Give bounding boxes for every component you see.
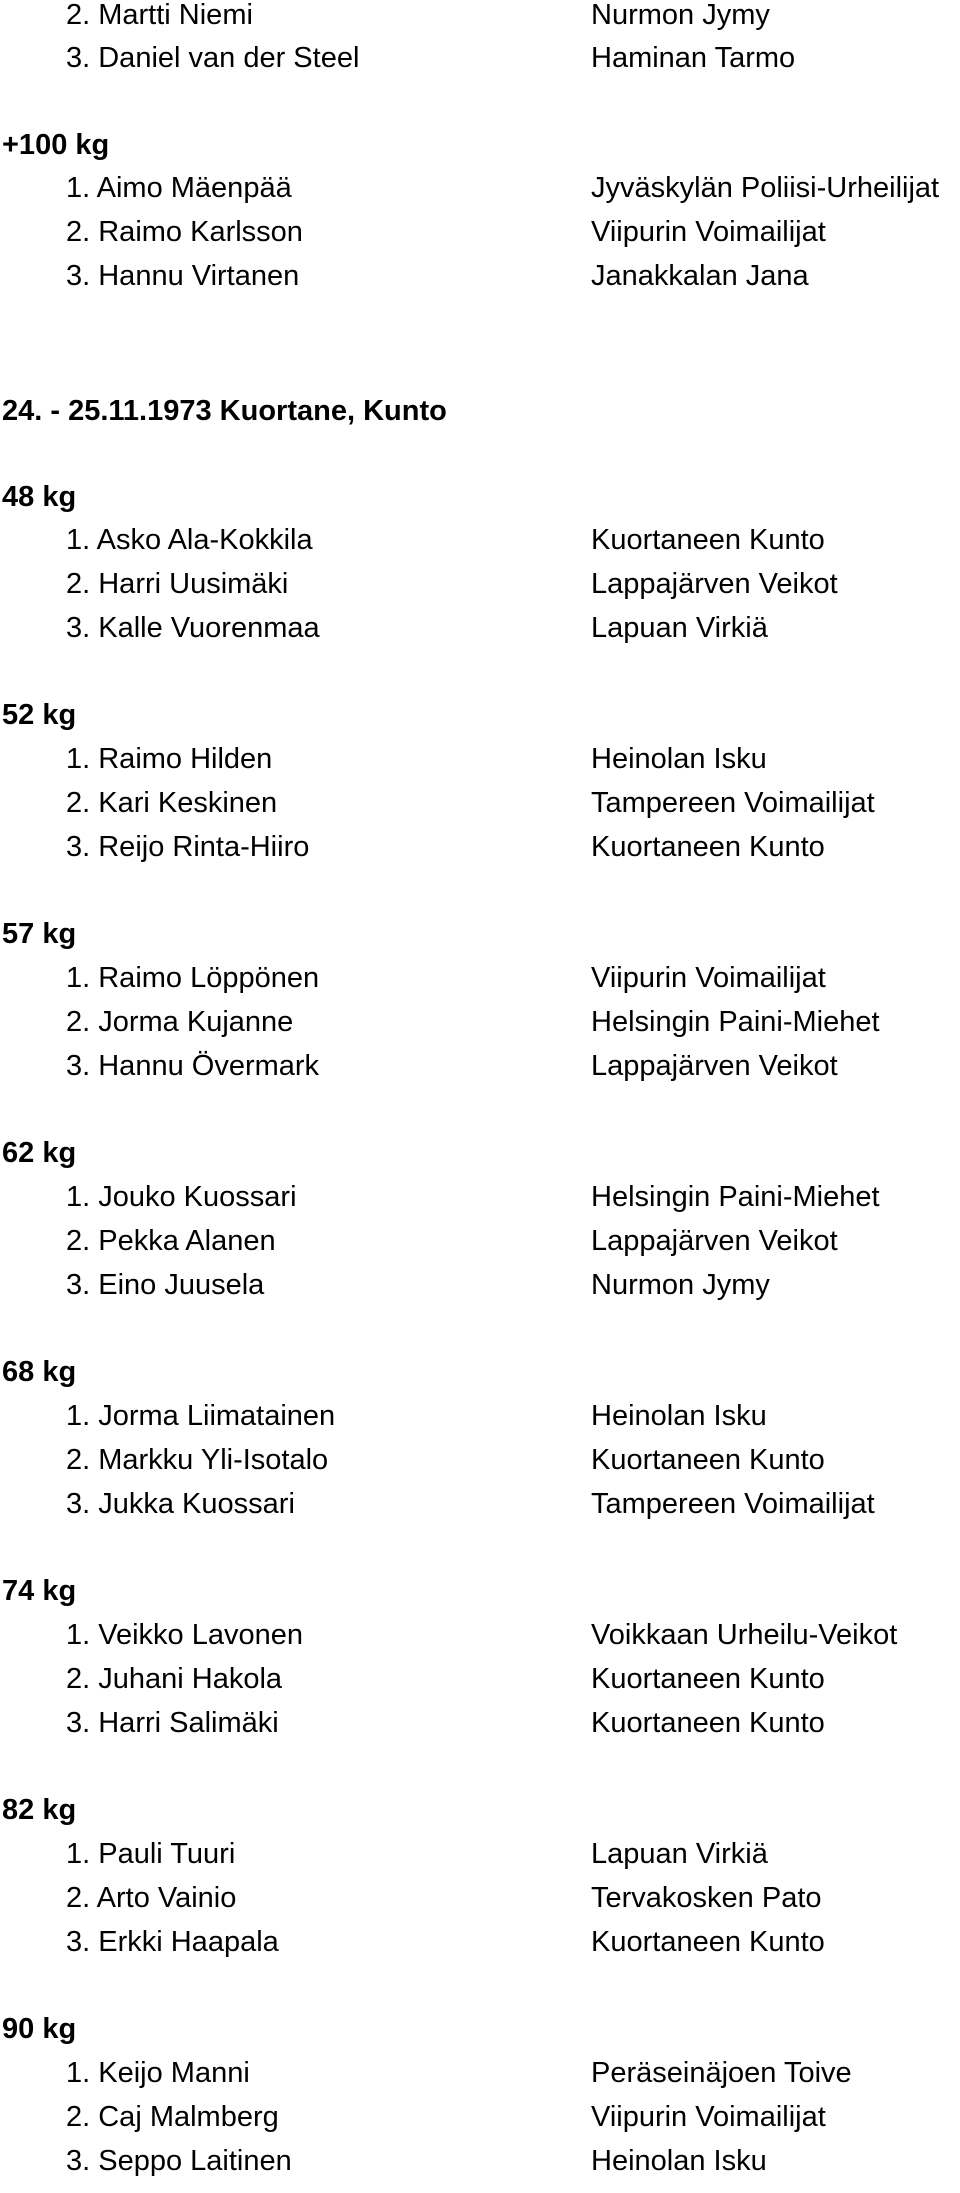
- weight-class-heading: [0, 1131, 960, 1175]
- wrestler-name: 1. Aimo Mäenpää: [66, 172, 292, 204]
- wrestler-name: 3. Daniel van der Steel: [66, 42, 360, 74]
- wrestler-name: 1. Jorma Liimatainen: [66, 1400, 336, 1432]
- club-name: Heinolan Isku: [591, 743, 767, 775]
- club-name: Viipurin Voimailijat: [591, 2101, 826, 2133]
- club-name: Tampereen Voimailijat: [591, 787, 875, 819]
- result-row: [0, 166, 960, 210]
- club-name: Viipurin Voimailijat: [591, 962, 826, 994]
- weight-class-heading: [0, 2007, 960, 2051]
- weight-class-label: 52 kg: [2, 699, 77, 731]
- club-name: Lapuan Virkiä: [591, 612, 768, 644]
- weight-class-label: 68 kg: [2, 1356, 77, 1388]
- result-row: [0, 1175, 960, 1219]
- weight-class-heading: [0, 1350, 960, 1394]
- weight-class-heading: [0, 693, 960, 737]
- wrestler-name: 2. Kari Keskinen: [66, 787, 278, 819]
- result-row: [0, 36, 960, 80]
- result-row: [0, 2051, 960, 2095]
- weight-class-heading: [0, 1788, 960, 1832]
- wrestler-name: 3. Kalle Vuorenmaa: [66, 612, 320, 644]
- wrestler-name: 2. Martti Niemi: [66, 0, 253, 31]
- result-row: [0, 737, 960, 781]
- weight-class-label: 90 kg: [2, 2013, 77, 2045]
- club-name: Heinolan Isku: [591, 1400, 767, 1432]
- weight-class-heading: [0, 123, 960, 167]
- club-name: Viipurin Voimailijat: [591, 216, 826, 248]
- wrestler-name: 1. Pauli Tuuri: [66, 1838, 236, 1870]
- result-row: [0, 1219, 960, 1263]
- club-name: Helsingin Paini-Miehet: [591, 1181, 880, 1213]
- result-row: [0, 1044, 960, 1088]
- result-row: [0, 210, 960, 254]
- result-row: [0, 1920, 960, 1964]
- result-row: [0, 1876, 960, 1920]
- wrestler-name: 3. Seppo Laitinen: [66, 2145, 292, 2177]
- club-name: Lappajärven Veikot: [591, 1225, 838, 1257]
- result-row: [0, 825, 960, 869]
- club-name: Tervakosken Pato: [591, 1882, 822, 1914]
- event-title: 24. - 25.11.1973 Kuortane, Kunto: [2, 395, 447, 427]
- wrestler-name: 3. Harri Salimäki: [66, 1707, 279, 1739]
- wrestler-name: 1. Keijo Manni: [66, 2057, 250, 2089]
- wrestler-name: 2. Harri Uusimäki: [66, 568, 289, 600]
- club-name: Kuortaneen Kunto: [591, 1926, 825, 1958]
- result-row: [0, 781, 960, 825]
- result-row: [0, 956, 960, 1000]
- wrestler-name: 2. Arto Vainio: [66, 1882, 237, 1914]
- result-row: [0, 0, 960, 37]
- club-name: Lapuan Virkiä: [591, 1838, 768, 1870]
- wrestler-name: 2. Jorma Kujanne: [66, 1006, 294, 1038]
- wrestler-name: 3. Reijo Rinta-Hiiro: [66, 831, 310, 863]
- wrestler-name: 1. Raimo Hilden: [66, 743, 273, 775]
- wrestler-name: 2. Juhani Hakola: [66, 1663, 283, 1695]
- club-name: Voikkaan Urheilu-Veikot: [591, 1619, 898, 1651]
- wrestler-name: 1. Raimo Löppönen: [66, 962, 320, 994]
- wrestler-name: 2. Raimo Karlsson: [66, 216, 303, 248]
- club-name: Peräseinäjoen Toive: [591, 2057, 852, 2089]
- club-name: Kuortaneen Kunto: [591, 524, 825, 556]
- result-row: [0, 1000, 960, 1044]
- club-name: Nurmon Jymy: [591, 1269, 770, 1301]
- result-row: [0, 1832, 960, 1876]
- club-name: Kuortaneen Kunto: [591, 1444, 825, 1476]
- result-row: [0, 1438, 960, 1482]
- wrestler-name: 3. Eino Juusela: [66, 1269, 265, 1301]
- club-name: Nurmon Jymy: [591, 0, 770, 31]
- result-row: [0, 1701, 960, 1745]
- result-row: [0, 1482, 960, 1526]
- weight-class-label: +100 kg: [2, 129, 110, 161]
- club-name: Lappajärven Veikot: [591, 1050, 838, 1082]
- club-name: Lappajärven Veikot: [591, 568, 838, 600]
- result-row: [0, 606, 960, 650]
- weight-class-heading: [0, 1569, 960, 1613]
- wrestler-name: 3. Erkki Haapala: [66, 1926, 279, 1958]
- club-name: Jyväskylän Poliisi-Urheilijat: [591, 172, 940, 204]
- weight-class-label: 74 kg: [2, 1575, 77, 1607]
- weight-class-label: 82 kg: [2, 1794, 77, 1826]
- weight-class-label: 57 kg: [2, 918, 77, 950]
- club-name: Janakkalan Jana: [591, 260, 809, 292]
- result-row: [0, 1263, 960, 1307]
- result-row: [0, 2095, 960, 2139]
- wrestler-name: 2. Markku Yli-Isotalo: [66, 1444, 329, 1476]
- result-row: [0, 1394, 960, 1438]
- wrestler-name: 3. Hannu Övermark: [66, 1050, 320, 1082]
- wrestler-name: 1. Asko Ala-Kokkila: [66, 524, 313, 556]
- club-name: Heinolan Isku: [591, 2145, 767, 2177]
- wrestler-name: 1. Jouko Kuossari: [66, 1181, 297, 1213]
- result-row: [0, 2139, 960, 2183]
- club-name: Kuortaneen Kunto: [591, 1663, 825, 1695]
- weight-class-heading: [0, 912, 960, 956]
- wrestler-name: 1. Veikko Lavonen: [66, 1619, 304, 1651]
- weight-class-label: 62 kg: [2, 1137, 77, 1169]
- result-row: [0, 518, 960, 562]
- result-row: [0, 562, 960, 606]
- club-name: Helsingin Paini-Miehet: [591, 1006, 880, 1038]
- club-name: Haminan Tarmo: [591, 42, 796, 74]
- result-row: [0, 1657, 960, 1701]
- result-row: [0, 1613, 960, 1657]
- wrestler-name: 3. Hannu Virtanen: [66, 260, 300, 292]
- weight-class-label: 48 kg: [2, 481, 77, 513]
- result-row: [0, 254, 960, 298]
- wrestler-name: 2. Caj Malmberg: [66, 2101, 279, 2133]
- weight-class-heading: [0, 475, 960, 519]
- club-name: Kuortaneen Kunto: [591, 1707, 825, 1739]
- wrestler-name: 3. Jukka Kuossari: [66, 1488, 295, 1520]
- club-name: Kuortaneen Kunto: [591, 831, 825, 863]
- club-name: Tampereen Voimailijat: [591, 1488, 875, 1520]
- wrestler-name: 2. Pekka Alanen: [66, 1225, 276, 1257]
